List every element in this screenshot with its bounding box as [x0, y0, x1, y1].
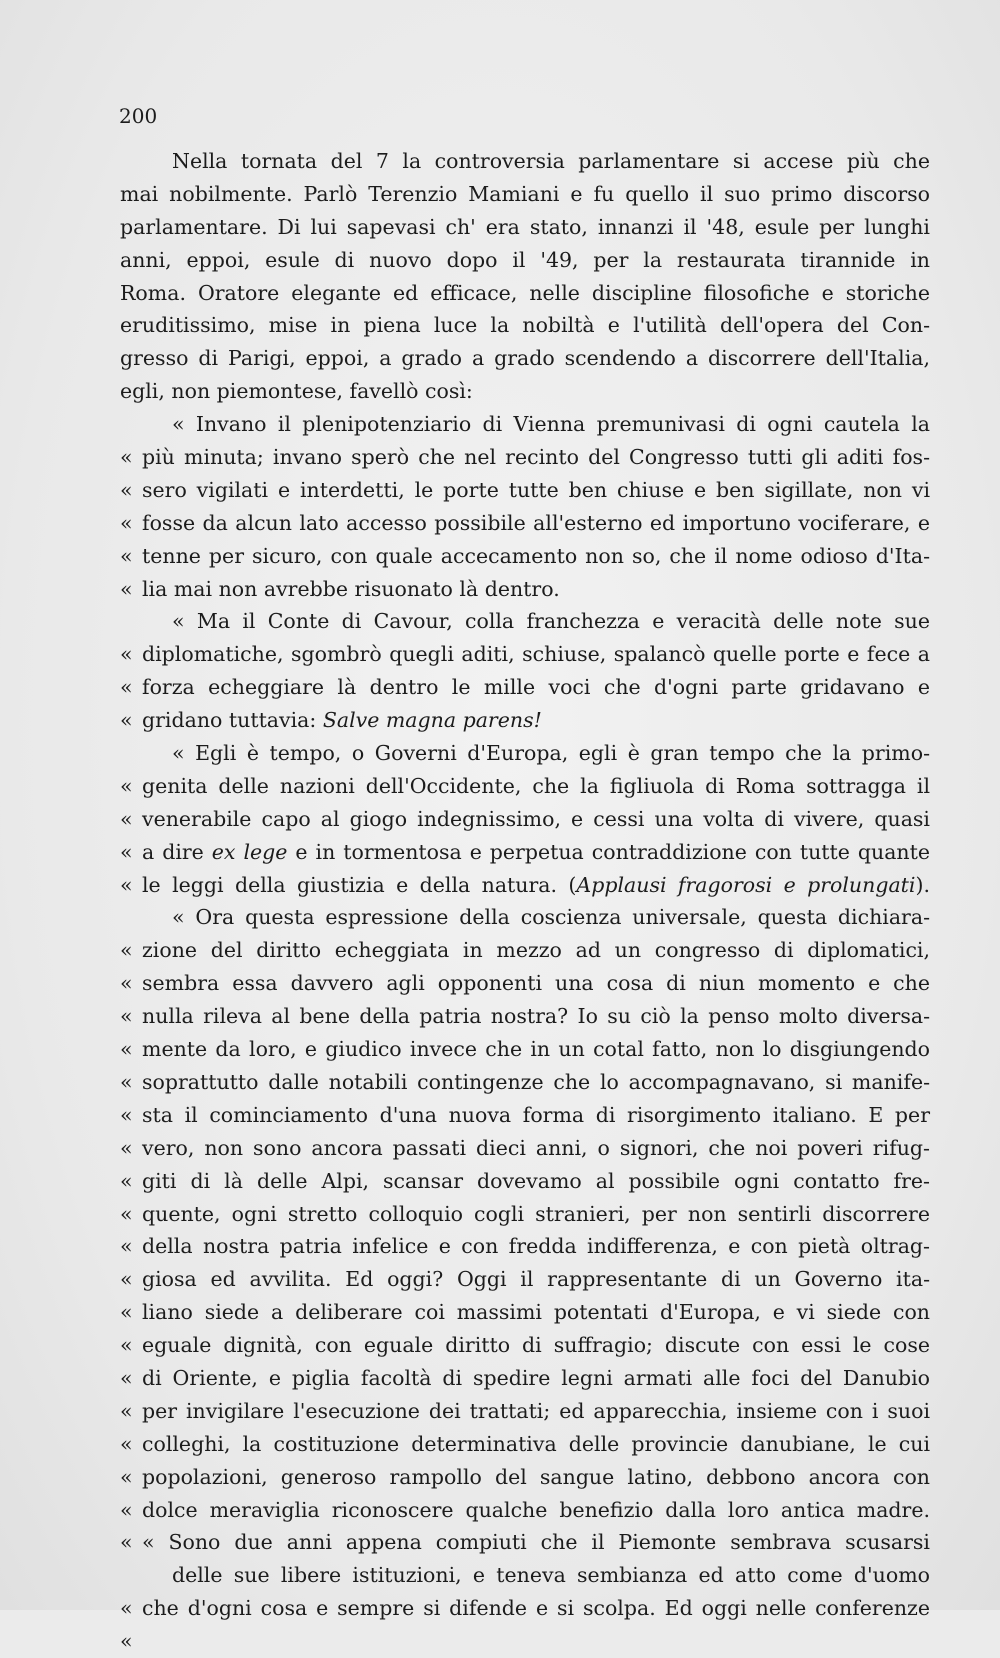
guillemet-mark: « [120, 938, 133, 963]
text-line: di Oriente, e piglia facoltà di spedire legni armati alle foci del Danubio [142, 1365, 930, 1390]
text-line: le leggi della giustizia e della natura. ( [142, 872, 577, 897]
text-line: genita delle nazioni dell'Occidente, che la figliuola di Roma sottragga il [142, 773, 930, 798]
guillemet-mark: « [120, 1037, 133, 1062]
guillemet-mark: « [120, 1234, 133, 1259]
guillemet-mark: « [120, 1300, 133, 1325]
quote-line [120, 869, 930, 902]
text-line: venerabile capo al giogo indegnissimo, e cessi una volta di vivere, quasi [142, 806, 930, 831]
guillemet-mark: « [120, 839, 133, 864]
quote-line [120, 474, 930, 507]
text-line: lia mai non avrebbe risuonato là dentro. [142, 576, 560, 601]
text-line: egli, non piemontese, favellò così: [120, 379, 473, 404]
text-line: Nella tornata del 7 la controversia parlamentare si accese più che [172, 149, 930, 173]
guillemet-mark: « [120, 576, 133, 601]
guillemet-mark: « [120, 642, 133, 667]
quote-line [120, 1428, 930, 1461]
text-line: colleghi, la costituzione determinativa delle provincie danubiane, le cui [142, 1431, 930, 1456]
guillemet-mark: « [120, 477, 133, 502]
guillemet-mark: « [120, 806, 133, 831]
guillemet-mark: « [120, 543, 133, 568]
text-line: mente da loro, e giudico invece che in un cotal fatto, non lo disgiungendo [142, 1037, 930, 1062]
text-line: più minuta; invano sperò che nel recinto del Congresso tutti gli aditi fos- [142, 445, 930, 470]
text-line: « Ma il Conte di Cavour, colla franchezza e veracità delle note sue [172, 609, 930, 634]
text-line: giti di là delle Alpi, scansar dovevamo al possibile ogni contatto fre- [142, 1168, 930, 1193]
text-line: quente, ogni stretto colloquio cogli stranieri, per non sentirli discorrere [142, 1201, 930, 1226]
text-line: gresso di Parigi, eppoi, a grado a grado scendendo a discorrere dell'Italia, [120, 346, 930, 371]
quote-line [120, 1000, 930, 1033]
quote-line [120, 1526, 930, 1559]
quote-line [120, 836, 930, 869]
quote-line [120, 1066, 930, 1099]
text-line: liano siede a deliberare coi massimi potentati d'Europa, e vi siede con [142, 1300, 930, 1325]
quote-line [120, 638, 930, 671]
quote-line [120, 770, 930, 803]
quote-line [120, 540, 930, 573]
guillemet-mark: « [120, 510, 133, 535]
quote-line [120, 1230, 930, 1263]
text-line: diplomatiche, sgombrò quegli aditi, schiuse, spalancò quelle porte e fece a [142, 642, 930, 667]
quote-line [120, 1625, 930, 1658]
text-line: della nostra patria infelice e con fredda indifferenza, e con pietà oltrag- [142, 1234, 930, 1259]
quote-line [120, 507, 930, 540]
text-line: tenne per sicuro, con quale accecamento non so, che il nome odioso d'Ita- [142, 543, 930, 568]
guillemet-mark: « [120, 1398, 133, 1423]
guillemet-mark: « [120, 708, 133, 733]
guillemet-mark: « [120, 1168, 133, 1193]
guillemet-mark: « [120, 872, 133, 897]
text-line: gridano tuttavia: [142, 708, 323, 733]
text-line: sembra essa davvero agli opponenti una cosa di niun momento e che [142, 971, 930, 996]
italic-latin: ex lege [211, 839, 288, 864]
text-line: « Ora questa espressione della coscienza universale, questa dichiara- [172, 905, 930, 930]
guillemet-mark: « [120, 1267, 133, 1292]
italic-quote: Salve magna parens! [322, 708, 542, 733]
page-number: 200 [119, 104, 158, 128]
text-line: mai nobilmente. Parlò Terenzio Mamiani e fu quello il suo primo discorso [120, 181, 930, 206]
quote-line [120, 1099, 930, 1132]
quote-line [120, 704, 930, 737]
quote-line [120, 1132, 930, 1165]
guillemet-mark: « [120, 1596, 133, 1621]
text-line: dolce meraviglia riconoscere qualche benefizio dalla loro antica madre. [142, 1497, 930, 1522]
guillemet-mark: « [120, 1069, 133, 1094]
quote-line [120, 1592, 930, 1625]
text-line: forza echeggiare là dentro le mille voci che d'ogni parte gridavano e [142, 675, 930, 700]
guillemet-mark: « [120, 1102, 133, 1127]
text-line: « Invano il plenipotenziario di Vienna premunivasi di ogni cautela la [172, 412, 930, 437]
text-line: delle sue libere istituzioni, e teneva sembianza ed atto come d'uomo [172, 1563, 930, 1588]
quote-line [120, 1198, 930, 1231]
guillemet-mark: « [120, 1530, 133, 1555]
body-text [120, 145, 930, 1658]
text-line: sta il cominciamento d'una nuova forma di risorgimento italiano. E per [142, 1102, 930, 1127]
text-line: giosa ed avvilita. Ed oggi? Oggi il rappresentante di un Governo ita- [142, 1267, 930, 1292]
text-line: per invigilare l'esecuzione dei trattati; ed apparecchia, insieme con i suoi [142, 1398, 930, 1423]
guillemet-mark: « [120, 1201, 133, 1226]
text-line: soprattutto dalle notabili contingenze che lo accompagnavano, si manife- [142, 1069, 930, 1094]
text-line: « Egli è tempo, o Governi d'Europa, egli è gran tempo che la primo- [172, 741, 930, 766]
guillemet-mark: « [120, 1004, 133, 1029]
quote-line [120, 1165, 930, 1198]
quote-line [120, 967, 930, 1000]
guillemet-mark: « [120, 445, 133, 470]
quote-line [120, 1263, 930, 1296]
text-line: zione del diritto echeggiata in mezzo ad un congresso di diplomatici, [142, 938, 930, 963]
quote-line [120, 1329, 930, 1362]
quote-line [120, 441, 930, 474]
guillemet-mark: « [120, 675, 133, 700]
text-line: anni, eppoi, esule di nuovo dopo il '49, per la restaurata tirannide in [120, 247, 930, 272]
quote-line [120, 1296, 930, 1329]
text-line: eguale dignità, con eguale diritto di suffragio; discute con essi le cose [142, 1333, 930, 1358]
quote-line [120, 803, 930, 836]
text-line: Roma. Oratore elegante ed efficace, nelle discipline filosofiche e storiche [120, 280, 930, 305]
text-line: e in tormentosa e perpetua contraddizione con tutte quante [287, 839, 931, 864]
text-line: a dire [142, 839, 212, 864]
quote-line [120, 573, 930, 606]
guillemet-mark: « [120, 1135, 133, 1160]
text-line: nulla rileva al bene della patria nostra? Io su ciò la penso molto diversa- [142, 1004, 930, 1029]
text-line: sero vigilati e interdetti, le porte tutte ben chiuse e ben sigillate, non vi [142, 477, 930, 502]
text-line: popolazioni, generoso rampollo del sangue latino, debbono ancora con [142, 1464, 930, 1489]
quote-line [120, 1494, 930, 1527]
text-line: che d'ogni cosa e sempre si difende e si scolpa. Ed oggi nelle conferenze [142, 1596, 930, 1621]
guillemet-mark: « [120, 1497, 133, 1522]
text-line: eruditissimo, mise in piena luce la nobiltà e l'utilità dell'opera del Con- [120, 313, 930, 338]
quote-line [120, 1362, 930, 1395]
text-line: vero, non sono ancora passati dieci anni, o signori, che noi poveri rifug- [142, 1135, 930, 1160]
text-line: « Sono due anni appena compiuti che il Piemonte sembrava scusarsi [142, 1530, 930, 1555]
guillemet-mark: « [120, 1464, 133, 1489]
text-line: fosse da alcun lato accesso possibile all'esterno ed importuno vociferare, e [142, 510, 930, 535]
text-line: parlamentare. Di lui sapevasi ch' era stato, innanzi il '48, esule per lunghi [120, 214, 930, 239]
guillemet-mark: « [120, 1431, 133, 1456]
quote-line [120, 671, 930, 704]
guillemet-mark: « [120, 1333, 133, 1358]
guillemet-mark: « [120, 971, 133, 996]
italic-applause: Applausi fragorosi e prolungati [576, 872, 916, 897]
quote-line [120, 1033, 930, 1066]
guillemet-mark: « [120, 1629, 133, 1654]
quote-line [120, 934, 930, 967]
guillemet-mark: « [120, 773, 133, 798]
guillemet-mark: « [120, 1365, 133, 1390]
text-line: ). [915, 872, 930, 897]
quote-line [120, 1395, 930, 1428]
quote-line [120, 1461, 930, 1494]
